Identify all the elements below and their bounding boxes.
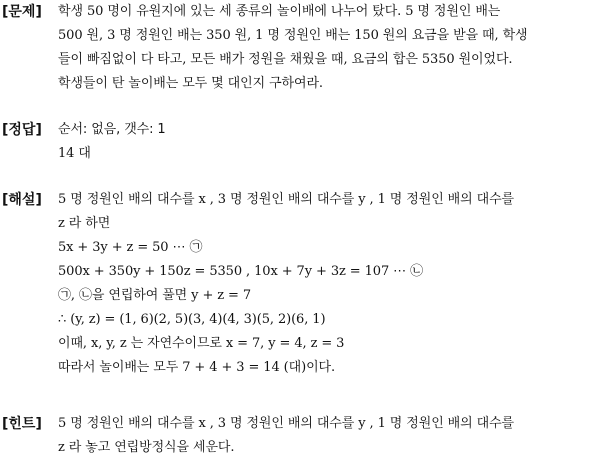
problem-line-2: 500 원, 3 명 정원인 배는 350 원, 1 명 정원인 배는 150 원의 요금을 받을 때, 학생 <box>58 28 528 43</box>
explanation-line-7: 이때, x, y, z 는 자연수이므로 x = 7, y = 4, z = 3 <box>58 336 345 351</box>
explanation-equation-1: 5x + 3y + z = 50 ⋯ ㉠ <box>58 240 203 255</box>
answer-tag: [정답] <box>2 122 42 138</box>
explanation-line-2: z 라 하면 <box>58 216 111 231</box>
answer-body <box>58 118 588 166</box>
explanation-conclusion: 따라서 놀이배는 모두 7 + 4 + 3 = 14 (대)이다. <box>58 360 336 375</box>
explanation-body <box>58 188 588 380</box>
explanation-line-5: ㉠, ㉡을 연립하여 풀면 y + z = 7 <box>58 288 252 303</box>
hint-body <box>58 412 588 460</box>
problem-tag: [문제] <box>2 4 42 20</box>
problem-body <box>58 0 588 96</box>
problem-line-4: 학생들이 탄 놀이배는 모두 몇 대인지 구하여라. <box>58 76 323 91</box>
problem-line-3: 들이 빠짐없이 다 타고, 모든 배가 정원을 채웠을 때, 요금의 합은 5350 원이었다. <box>58 52 513 67</box>
problem-line-1: 학생 50 명이 유원지에 있는 세 종류의 놀이배에 나누어 탔다. 5 명 정원인 배는 <box>58 4 501 19</box>
explanation-line-1: 5 명 정원인 배의 대수를 x , 3 명 정원인 배의 대수를 y , 1 명 정원인 배의 대수를 <box>58 192 515 207</box>
explanation-tag: [해설] <box>2 192 42 208</box>
answer-line-2: 14 대 <box>58 146 91 161</box>
hint-tag: [힌트] <box>2 416 42 432</box>
explanation-equation-2: 500x + 350y + 150z = 5350 , 10x + 7y + 3z = 107 ⋯ ㉡ <box>58 264 423 279</box>
hint-line-1: 5 명 정원인 배의 대수를 x , 3 명 정원인 배의 대수를 y , 1 명 정원인 배의 대수를 <box>58 416 515 431</box>
explanation-solutions: ∴ (y, z) = (1, 6)(2, 5)(3, 4)(4, 3)(5, 2)(6, 1) <box>58 312 326 327</box>
hint-line-2: z 라 놓고 연립방정식을 세운다. <box>58 440 235 455</box>
answer-line-1: 순서: 없음, 갯수: 1 <box>58 122 166 137</box>
